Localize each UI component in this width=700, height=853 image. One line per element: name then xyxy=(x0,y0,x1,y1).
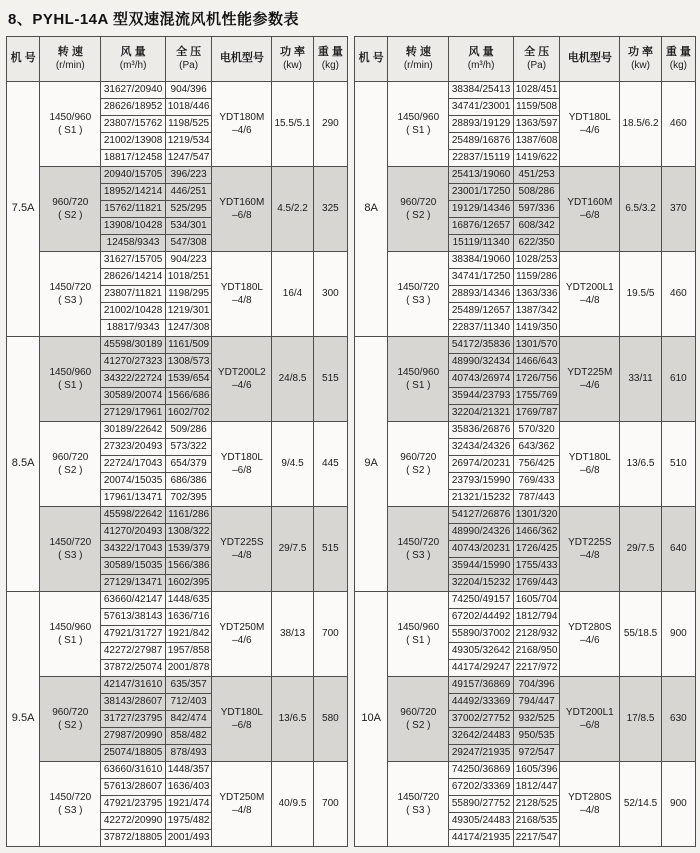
weight-cell: 445 xyxy=(313,422,347,507)
pressure-cell: 972/547 xyxy=(513,745,560,762)
pressure-cell: 704/396 xyxy=(513,677,560,694)
flow-cell: 20074/15035 xyxy=(101,473,165,490)
flow-cell: 21002/13908 xyxy=(101,133,165,150)
pressure-cell: 1018/446 xyxy=(165,99,212,116)
pressure-cell: 1247/308 xyxy=(165,320,212,337)
motor-cell: YDT180L –6/8 xyxy=(212,422,272,507)
weight-cell: 900 xyxy=(661,762,695,847)
flow-cell: 17961/13471 xyxy=(101,490,165,507)
pressure-cell: 1539/654 xyxy=(165,371,212,388)
flow-cell: 35944/23793 xyxy=(449,388,513,405)
flow-cell: 54127/26876 xyxy=(449,507,513,524)
header-power: 功 率 (kw) xyxy=(620,37,662,82)
pressure-cell: 1219/534 xyxy=(165,133,212,150)
pressure-cell: 1769/787 xyxy=(513,405,560,422)
left-data-row xyxy=(7,762,348,779)
pressure-cell: 1466/362 xyxy=(513,524,560,541)
pressure-cell: 1921/842 xyxy=(165,626,212,643)
pressure-cell: 904/223 xyxy=(165,252,212,269)
pressure-cell: 932/525 xyxy=(513,711,560,728)
weight-cell: 460 xyxy=(661,82,695,167)
pressure-cell: 1198/525 xyxy=(165,116,212,133)
flow-cell: 45598/22642 xyxy=(101,507,165,524)
pressure-cell: 396/223 xyxy=(165,167,212,184)
pressure-cell: 1812/447 xyxy=(513,779,560,796)
flow-cell: 37872/25074 xyxy=(101,660,165,677)
pressure-cell: 2001/493 xyxy=(165,830,212,847)
flow-cell: 32204/15232 xyxy=(449,575,513,592)
pressure-cell: 1566/386 xyxy=(165,558,212,575)
motor-cell: YDT200L1 –6/8 xyxy=(560,677,620,762)
left-data-row xyxy=(7,167,348,184)
pressure-cell: 1539/379 xyxy=(165,541,212,558)
flow-cell: 44492/33369 xyxy=(449,694,513,711)
flow-cell: 35836/26876 xyxy=(449,422,513,439)
flow-cell: 23807/11821 xyxy=(101,286,165,303)
weight-cell: 460 xyxy=(661,252,695,337)
flow-cell: 18952/14214 xyxy=(101,184,165,201)
pressure-cell: 451/253 xyxy=(513,167,560,184)
pressure-cell: 1028/253 xyxy=(513,252,560,269)
flow-cell: 57613/38143 xyxy=(101,609,165,626)
pressure-cell: 2217/972 xyxy=(513,660,560,677)
pressure-cell: 1602/395 xyxy=(165,575,212,592)
flow-cell: 41270/20493 xyxy=(101,524,165,541)
power-cell: 52/14.5 xyxy=(620,762,662,847)
flow-cell: 31727/23795 xyxy=(101,711,165,728)
weight-cell: 325 xyxy=(313,167,347,252)
flow-cell: 47921/23795 xyxy=(101,796,165,813)
speed-cell: 960/720 ( S2 ) xyxy=(388,677,449,762)
flow-cell: 42272/27987 xyxy=(101,643,165,660)
weight-cell: 610 xyxy=(661,337,695,422)
power-cell: 55/18.5 xyxy=(620,592,662,677)
pressure-cell: 635/357 xyxy=(165,677,212,694)
flow-cell: 38384/19060 xyxy=(449,252,513,269)
pressure-cell: 1247/547 xyxy=(165,150,212,167)
speed-cell: 1450/960 ( S1 ) xyxy=(388,337,449,422)
left-header-row xyxy=(7,37,348,82)
pressure-cell: 1605/396 xyxy=(513,762,560,779)
pressure-cell: 858/482 xyxy=(165,728,212,745)
speed-cell: 1450/960 ( S1 ) xyxy=(40,82,101,167)
flow-cell: 40743/26974 xyxy=(449,371,513,388)
pressure-cell: 712/403 xyxy=(165,694,212,711)
pressure-cell: 794/447 xyxy=(513,694,560,711)
left-data-row xyxy=(7,677,348,694)
right-data-row xyxy=(355,422,696,439)
left-table xyxy=(6,36,348,847)
flow-cell: 28626/18952 xyxy=(101,99,165,116)
pressure-cell: 1636/403 xyxy=(165,779,212,796)
header-machine: 机 号 xyxy=(7,37,40,82)
flow-cell: 44174/29247 xyxy=(449,660,513,677)
pressure-cell: 1301/320 xyxy=(513,507,560,524)
pressure-cell: 2168/535 xyxy=(513,813,560,830)
pressure-cell: 1018/251 xyxy=(165,269,212,286)
speed-cell: 1450/960 ( S1 ) xyxy=(40,337,101,422)
flow-cell: 49157/36869 xyxy=(449,677,513,694)
flow-cell: 44174/21935 xyxy=(449,830,513,847)
pressure-cell: 1448/357 xyxy=(165,762,212,779)
flow-cell: 55890/27752 xyxy=(449,796,513,813)
flow-cell: 32434/24326 xyxy=(449,439,513,456)
pressure-cell: 1726/425 xyxy=(513,541,560,558)
pressure-cell: 1636/716 xyxy=(165,609,212,626)
pressure-cell: 1159/508 xyxy=(513,99,560,116)
weight-cell: 370 xyxy=(661,167,695,252)
pressure-cell: 1161/286 xyxy=(165,507,212,524)
motor-cell: YDT225M –4/6 xyxy=(560,337,620,422)
motor-cell: YDT180L –6/8 xyxy=(560,422,620,507)
pressure-cell: 2001/878 xyxy=(165,660,212,677)
flow-cell: 15762/11821 xyxy=(101,201,165,218)
pressure-cell: 573/322 xyxy=(165,439,212,456)
pressure-cell: 1028/451 xyxy=(513,82,560,99)
pressure-cell: 509/286 xyxy=(165,422,212,439)
left-data-row xyxy=(7,422,348,439)
flow-cell: 20940/15705 xyxy=(101,167,165,184)
pressure-cell: 1466/643 xyxy=(513,354,560,371)
motor-cell: YDT280S –4/8 xyxy=(560,762,620,847)
flow-cell: 49305/32642 xyxy=(449,643,513,660)
flow-cell: 34322/17043 xyxy=(101,541,165,558)
pressure-cell: 1419/350 xyxy=(513,320,560,337)
pressure-cell: 534/301 xyxy=(165,218,212,235)
flow-cell: 19129/14346 xyxy=(449,201,513,218)
pressure-cell: 525/295 xyxy=(165,201,212,218)
pressure-cell: 570/320 xyxy=(513,422,560,439)
pressure-cell: 1387/342 xyxy=(513,303,560,320)
pressure-cell: 608/342 xyxy=(513,218,560,235)
flow-cell: 25489/16876 xyxy=(449,133,513,150)
pressure-cell: 1921/474 xyxy=(165,796,212,813)
flow-cell: 34741/23001 xyxy=(449,99,513,116)
power-cell: 29/7.5 xyxy=(620,507,662,592)
motor-cell: YDT160M –6/8 xyxy=(560,167,620,252)
pressure-cell: 1387/608 xyxy=(513,133,560,150)
flow-cell: 23807/15762 xyxy=(101,116,165,133)
flow-cell: 18817/12458 xyxy=(101,150,165,167)
pressure-cell: 1161/509 xyxy=(165,337,212,354)
flow-cell: 27987/20990 xyxy=(101,728,165,745)
flow-cell: 47921/31727 xyxy=(101,626,165,643)
pressure-cell: 643/362 xyxy=(513,439,560,456)
speed-cell: 960/720 ( S2 ) xyxy=(40,677,101,762)
power-cell: 17/8.5 xyxy=(620,677,662,762)
right-data-row xyxy=(355,592,696,609)
right-data-row xyxy=(355,507,696,524)
power-cell: 6.5/3.2 xyxy=(620,167,662,252)
power-cell: 24/8.5 xyxy=(272,337,314,422)
flow-cell: 27323/20493 xyxy=(101,439,165,456)
power-cell: 40/9.5 xyxy=(272,762,314,847)
flow-cell: 30189/22642 xyxy=(101,422,165,439)
pressure-cell: 756/425 xyxy=(513,456,560,473)
flow-cell: 57613/28607 xyxy=(101,779,165,796)
pressure-cell: 787/443 xyxy=(513,490,560,507)
pressure-cell: 1812/794 xyxy=(513,609,560,626)
flow-cell: 21321/15232 xyxy=(449,490,513,507)
pressure-cell: 878/493 xyxy=(165,745,212,762)
power-cell: 29/7.5 xyxy=(272,507,314,592)
weight-cell: 515 xyxy=(313,337,347,422)
header-machine: 机 号 xyxy=(355,37,388,82)
flow-cell: 30589/15035 xyxy=(101,558,165,575)
flow-cell: 23001/17250 xyxy=(449,184,513,201)
header-flow: 风 量 (m³/h) xyxy=(449,37,513,82)
speed-cell: 1450/720 ( S3 ) xyxy=(40,252,101,337)
power-cell: 15.5/5.1 xyxy=(272,82,314,167)
pressure-cell: 547/308 xyxy=(165,235,212,252)
flow-cell: 54172/35836 xyxy=(449,337,513,354)
motor-cell: YDT250M –4/6 xyxy=(212,592,272,677)
motor-cell: YDT180L –6/8 xyxy=(212,677,272,762)
flow-cell: 67202/33369 xyxy=(449,779,513,796)
header-motor: 电机型号 xyxy=(560,37,620,82)
header-pressure: 全 压 (Pa) xyxy=(165,37,212,82)
pressure-cell: 1726/756 xyxy=(513,371,560,388)
pressure-cell: 654/379 xyxy=(165,456,212,473)
right-data-row xyxy=(355,167,696,184)
flow-cell: 28893/14346 xyxy=(449,286,513,303)
weight-cell: 640 xyxy=(661,507,695,592)
motor-cell: YDT200L2 –4/6 xyxy=(212,337,272,422)
speed-cell: 1450/720 ( S3 ) xyxy=(388,507,449,592)
header-weight: 重 量 (kg) xyxy=(661,37,695,82)
header-speed: 转 速 (r/min) xyxy=(40,37,101,82)
flow-cell: 34741/17250 xyxy=(449,269,513,286)
pressure-cell: 1363/336 xyxy=(513,286,560,303)
pressure-cell: 1975/482 xyxy=(165,813,212,830)
right-table xyxy=(354,36,696,847)
pressure-cell: 1957/858 xyxy=(165,643,212,660)
pressure-cell: 1769/443 xyxy=(513,575,560,592)
speed-cell: 960/720 ( S2 ) xyxy=(40,167,101,252)
flow-cell: 28893/19129 xyxy=(449,116,513,133)
flow-cell: 31627/20940 xyxy=(101,82,165,99)
power-cell: 13/6.5 xyxy=(620,422,662,507)
pressure-cell: 1159/286 xyxy=(513,269,560,286)
parameter-tables xyxy=(6,36,696,847)
flow-cell: 27129/17961 xyxy=(101,405,165,422)
header-weight: 重 量 (kg) xyxy=(313,37,347,82)
pressure-cell: 1605/704 xyxy=(513,592,560,609)
right-data-row xyxy=(355,337,696,354)
weight-cell: 700 xyxy=(313,592,347,677)
right-data-row xyxy=(355,252,696,269)
left-data-row xyxy=(7,252,348,269)
weight-cell: 630 xyxy=(661,677,695,762)
weight-cell: 510 xyxy=(661,422,695,507)
right-header-row xyxy=(355,37,696,82)
machine-cell: 8.5A xyxy=(7,337,40,592)
power-cell: 19.5/5 xyxy=(620,252,662,337)
pressure-cell: 1308/573 xyxy=(165,354,212,371)
flow-cell: 34322/22724 xyxy=(101,371,165,388)
flow-cell: 21002/10428 xyxy=(101,303,165,320)
power-cell: 38/13 xyxy=(272,592,314,677)
left-data-row xyxy=(7,592,348,609)
pressure-cell: 686/386 xyxy=(165,473,212,490)
flow-cell: 38384/25413 xyxy=(449,82,513,99)
flow-cell: 32204/21321 xyxy=(449,405,513,422)
motor-cell: YDT225S –4/8 xyxy=(212,507,272,592)
flow-cell: 41270/27323 xyxy=(101,354,165,371)
header-speed: 转 速 (r/min) xyxy=(388,37,449,82)
pressure-cell: 2217/547 xyxy=(513,830,560,847)
weight-cell: 290 xyxy=(313,82,347,167)
weight-cell: 700 xyxy=(313,762,347,847)
header-power: 功 率 (kw) xyxy=(272,37,314,82)
pressure-cell: 1219/301 xyxy=(165,303,212,320)
flow-cell: 22837/15119 xyxy=(449,150,513,167)
flow-cell: 35944/15990 xyxy=(449,558,513,575)
flow-cell: 32642/24483 xyxy=(449,728,513,745)
flow-cell: 12458/9343 xyxy=(101,235,165,252)
pressure-cell: 1419/622 xyxy=(513,150,560,167)
flow-cell: 23793/15990 xyxy=(449,473,513,490)
right-data-row xyxy=(355,762,696,779)
pressure-cell: 622/350 xyxy=(513,235,560,252)
pressure-cell: 1308/322 xyxy=(165,524,212,541)
flow-cell: 55890/37002 xyxy=(449,626,513,643)
pressure-cell: 769/433 xyxy=(513,473,560,490)
flow-cell: 74250/36869 xyxy=(449,762,513,779)
pressure-cell: 702/395 xyxy=(165,490,212,507)
speed-cell: 1450/960 ( S1 ) xyxy=(388,592,449,677)
flow-cell: 42147/31610 xyxy=(101,677,165,694)
speed-cell: 960/720 ( S2 ) xyxy=(388,422,449,507)
flow-cell: 22837/11340 xyxy=(449,320,513,337)
flow-cell: 63660/42147 xyxy=(101,592,165,609)
speed-cell: 1450/720 ( S3 ) xyxy=(40,762,101,847)
flow-cell: 29247/21935 xyxy=(449,745,513,762)
flow-cell: 31627/15705 xyxy=(101,252,165,269)
pressure-cell: 1755/769 xyxy=(513,388,560,405)
motor-cell: YDT180M –4/6 xyxy=(212,82,272,167)
speed-cell: 1450/720 ( S3 ) xyxy=(388,762,449,847)
power-cell: 16/4 xyxy=(272,252,314,337)
motor-cell: YDT180L –4/8 xyxy=(212,252,272,337)
flow-cell: 45598/30189 xyxy=(101,337,165,354)
pressure-cell: 1363/597 xyxy=(513,116,560,133)
flow-cell: 42272/20990 xyxy=(101,813,165,830)
pressure-cell: 1755/433 xyxy=(513,558,560,575)
motor-cell: YDT160M –6/8 xyxy=(212,167,272,252)
pressure-cell: 950/535 xyxy=(513,728,560,745)
pressure-cell: 1566/686 xyxy=(165,388,212,405)
flow-cell: 15119/11340 xyxy=(449,235,513,252)
flow-cell: 25413/19060 xyxy=(449,167,513,184)
pressure-cell: 2128/525 xyxy=(513,796,560,813)
flow-cell: 25074/18805 xyxy=(101,745,165,762)
left-data-row xyxy=(7,82,348,99)
motor-cell: YDT200L1 –4/8 xyxy=(560,252,620,337)
pressure-cell: 842/474 xyxy=(165,711,212,728)
header-motor: 电机型号 xyxy=(212,37,272,82)
flow-cell: 48990/32434 xyxy=(449,354,513,371)
motor-cell: YDT250M –4/8 xyxy=(212,762,272,847)
header-flow: 风 量 (m³/h) xyxy=(101,37,165,82)
flow-cell: 38143/28607 xyxy=(101,694,165,711)
power-cell: 4.5/2.2 xyxy=(272,167,314,252)
pressure-cell: 1198/295 xyxy=(165,286,212,303)
pressure-cell: 1602/702 xyxy=(165,405,212,422)
pressure-cell: 446/251 xyxy=(165,184,212,201)
flow-cell: 74250/49157 xyxy=(449,592,513,609)
weight-cell: 580 xyxy=(313,677,347,762)
pressure-cell: 597/336 xyxy=(513,201,560,218)
flow-cell: 27129/13471 xyxy=(101,575,165,592)
pressure-cell: 1301/570 xyxy=(513,337,560,354)
flow-cell: 67202/44492 xyxy=(449,609,513,626)
page-title: 8、PYHL-14A 型双速混流风机性能参数表 xyxy=(8,11,299,28)
machine-cell: 8A xyxy=(355,82,388,337)
weight-cell: 515 xyxy=(313,507,347,592)
flow-cell: 63660/31610 xyxy=(101,762,165,779)
motor-cell: YDT225S –4/8 xyxy=(560,507,620,592)
flow-cell: 16876/12657 xyxy=(449,218,513,235)
speed-cell: 960/720 ( S2 ) xyxy=(40,422,101,507)
flow-cell: 18817/9343 xyxy=(101,320,165,337)
flow-cell: 37002/27752 xyxy=(449,711,513,728)
flow-cell: 22724/17043 xyxy=(101,456,165,473)
flow-cell: 28626/14214 xyxy=(101,269,165,286)
pressure-cell: 904/396 xyxy=(165,82,212,99)
flow-cell: 25489/12657 xyxy=(449,303,513,320)
speed-cell: 960/720 ( S2 ) xyxy=(388,167,449,252)
right-data-row xyxy=(355,677,696,694)
speed-cell: 1450/720 ( S3 ) xyxy=(388,252,449,337)
power-cell: 13/6.5 xyxy=(272,677,314,762)
machine-cell: 10A xyxy=(355,592,388,847)
machine-cell: 7.5A xyxy=(7,82,40,337)
pressure-cell: 2128/932 xyxy=(513,626,560,643)
flow-cell: 13908/10428 xyxy=(101,218,165,235)
pressure-cell: 2168/950 xyxy=(513,643,560,660)
speed-cell: 1450/960 ( S1 ) xyxy=(40,592,101,677)
weight-cell: 300 xyxy=(313,252,347,337)
power-cell: 33/11 xyxy=(620,337,662,422)
pressure-cell: 1448/635 xyxy=(165,592,212,609)
flow-cell: 37872/18805 xyxy=(101,830,165,847)
power-cell: 9/4.5 xyxy=(272,422,314,507)
weight-cell: 900 xyxy=(661,592,695,677)
header-pressure: 全 压 (Pa) xyxy=(513,37,560,82)
flow-cell: 30589/20074 xyxy=(101,388,165,405)
flow-cell: 49305/24483 xyxy=(449,813,513,830)
left-data-row xyxy=(7,337,348,354)
machine-cell: 9.5A xyxy=(7,592,40,847)
flow-cell: 26974/20231 xyxy=(449,456,513,473)
flow-cell: 40743/20231 xyxy=(449,541,513,558)
flow-cell: 48990/24326 xyxy=(449,524,513,541)
right-data-row xyxy=(355,82,696,99)
pressure-cell: 508/286 xyxy=(513,184,560,201)
left-data-row xyxy=(7,507,348,524)
speed-cell: 1450/960 ( S1 ) xyxy=(388,82,449,167)
motor-cell: YDT280S –4/6 xyxy=(560,592,620,677)
machine-cell: 9A xyxy=(355,337,388,592)
power-cell: 18.5/6.2 xyxy=(620,82,662,167)
motor-cell: YDT180L –4/6 xyxy=(560,82,620,167)
speed-cell: 1450/720 ( S3 ) xyxy=(40,507,101,592)
